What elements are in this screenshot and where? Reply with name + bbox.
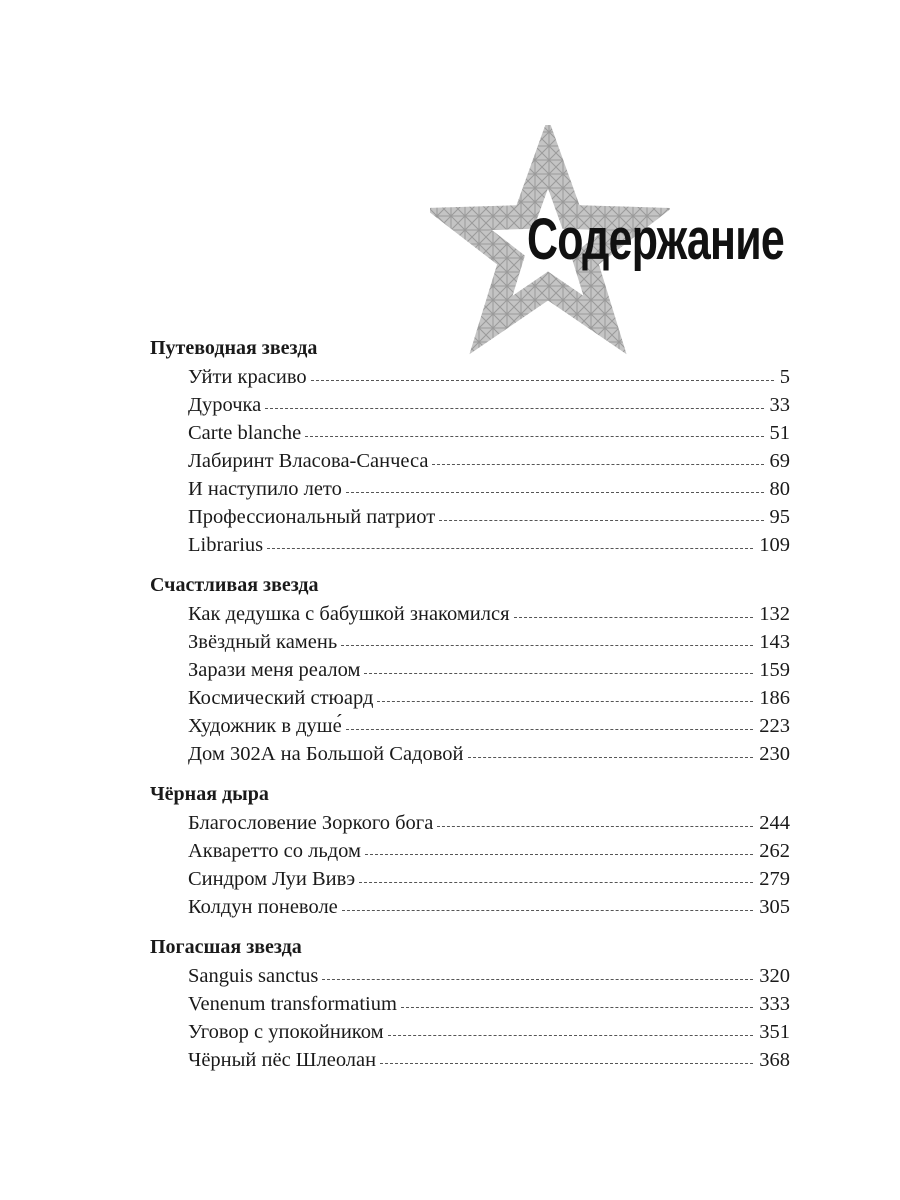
dash-leader [468, 757, 754, 758]
section-title: Погасшая звезда [150, 936, 302, 958]
entry-page-number: 368 [759, 1049, 790, 1071]
toc-entry [188, 503, 790, 531]
toc-entry [188, 656, 790, 684]
toc-section [150, 779, 790, 921]
toc-entry [188, 684, 790, 712]
section-title: Счастливая звезда [150, 574, 319, 596]
entry-page-number: 132 [759, 603, 790, 625]
entry-page-number: 333 [759, 993, 790, 1015]
entry-page-number: 244 [759, 812, 790, 834]
dash-leader [346, 492, 764, 493]
toc-entry [188, 628, 790, 656]
entry-page-number: 80 [769, 478, 790, 500]
dash-leader [364, 673, 753, 674]
toc-entry [188, 363, 790, 391]
toc-entry [188, 475, 790, 503]
entry-page-number: 69 [769, 450, 790, 472]
toc-entry [188, 419, 790, 447]
dash-leader [265, 408, 763, 409]
entry-title: Благословение Зоркого бога [188, 812, 434, 834]
entry-page-number: 5 [779, 366, 790, 388]
toc-entry [188, 1018, 790, 1046]
entry-page-number: 159 [759, 659, 790, 681]
dash-leader [514, 617, 754, 618]
dash-leader [359, 882, 753, 883]
toc-entry [188, 893, 790, 921]
dash-leader [267, 548, 753, 549]
dash-leader [365, 854, 753, 855]
dash-leader [401, 1007, 753, 1008]
toc-entry [188, 962, 790, 990]
dash-leader [346, 729, 754, 730]
dash-leader [388, 1035, 754, 1036]
entry-page-number: 230 [759, 743, 790, 765]
entry-title: Чёрный пёс Шлеолан [188, 1049, 377, 1071]
entry-page-number: 143 [759, 631, 790, 653]
section-title: Чёрная дыра [150, 783, 269, 805]
entry-page-number: 223 [759, 715, 790, 737]
dash-leader [432, 464, 763, 465]
entry-title: Sanguis sanctus [188, 965, 319, 987]
entry-title: Carte blanche [188, 422, 302, 444]
entry-page-number: 320 [759, 965, 790, 987]
entry-page-number: 33 [769, 394, 790, 416]
toc-entry [188, 990, 790, 1018]
entry-page-number: 262 [759, 840, 790, 862]
toc-section [150, 932, 790, 1074]
entry-page-number: 305 [759, 896, 790, 918]
entry-title: Колдун поневоле [188, 896, 338, 918]
toc-entry [188, 712, 790, 740]
entry-title: Лабиринт Власова-Санчеса [188, 450, 429, 472]
page-title: Содержание [527, 207, 785, 272]
entry-page-number: 95 [769, 506, 790, 528]
entry-title: Дом 302А на Большой Садовой [188, 743, 464, 765]
entry-page-number: 186 [759, 687, 790, 709]
entry-title: Venenum transformatium [188, 993, 397, 1015]
dash-leader [305, 436, 763, 437]
dash-leader [437, 826, 753, 827]
dash-leader [377, 701, 753, 702]
entry-page-number: 51 [769, 422, 790, 444]
entry-title: Уговор с упокойником [188, 1021, 384, 1043]
toc-entry [188, 865, 790, 893]
toc-entry [188, 391, 790, 419]
entry-title: Профессиональный патриот [188, 506, 436, 528]
toc-entry [188, 600, 790, 628]
entry-title: Уйти красиво [188, 366, 307, 388]
toc-entry [188, 740, 790, 768]
entry-title: Синдром Луи Вивэ [188, 868, 356, 890]
entry-title: Дурочка [188, 394, 262, 416]
entry-title: Звёздный камень [188, 631, 338, 653]
toc-section [150, 333, 790, 559]
toc-entry [188, 447, 790, 475]
entry-title: И наступило лето [188, 478, 342, 500]
toc-entry [188, 1046, 790, 1074]
dash-leader [322, 979, 753, 980]
dash-leader [341, 645, 753, 646]
entry-page-number: 351 [759, 1021, 790, 1043]
dash-leader [311, 380, 774, 381]
table-of-contents [150, 333, 790, 1085]
entry-title: Акваретто со льдом [188, 840, 361, 862]
entry-title: Космический стюард [188, 687, 374, 709]
toc-section [150, 570, 790, 768]
entry-page-number: 279 [759, 868, 790, 890]
toc-entry [188, 837, 790, 865]
entry-title: Зарази меня реалом [188, 659, 361, 681]
entry-title: Как дедушка с бабушкой знакомился [188, 603, 510, 625]
entry-page-number: 109 [759, 534, 790, 556]
dash-leader [439, 520, 763, 521]
entry-title: Художник в душе́ [188, 715, 342, 737]
toc-entry [188, 809, 790, 837]
toc-entry [188, 531, 790, 559]
dash-leader [342, 910, 753, 911]
entry-title: Librarius [188, 534, 264, 556]
section-title: Путеводная звезда [150, 337, 318, 359]
dash-leader [380, 1063, 753, 1064]
